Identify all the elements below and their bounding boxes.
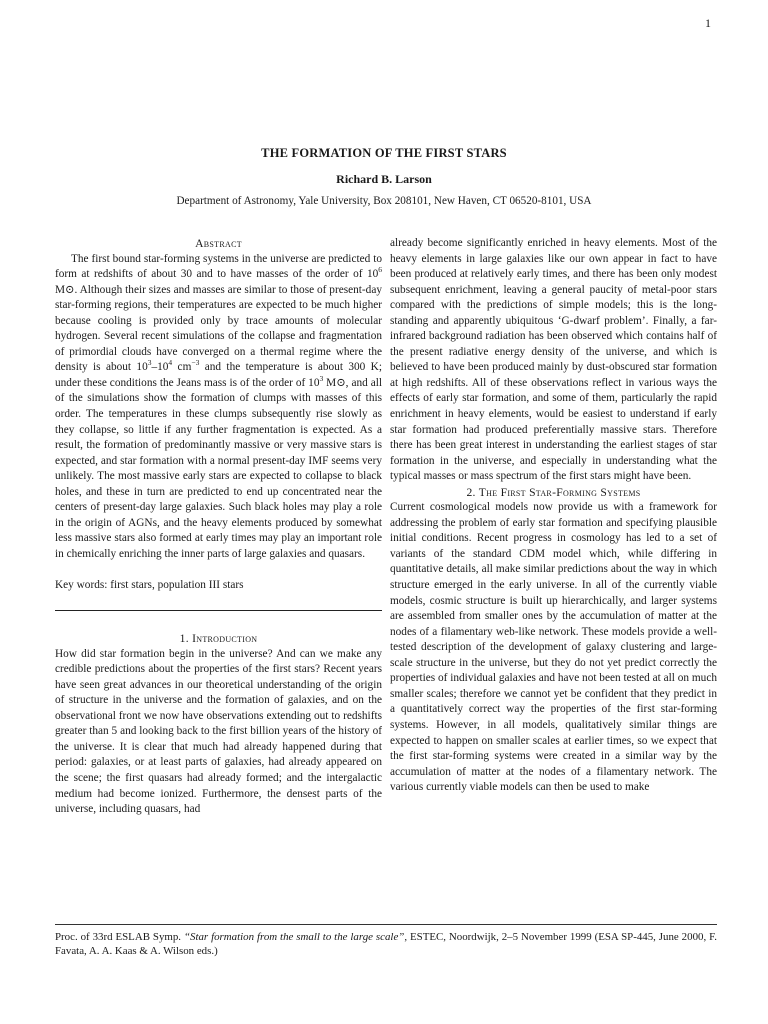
section-2-paragraph: Current cosmological models now provide us with a framework for addressing the problem of early star formation and specifying plausible initial conditions. Recent progress in cosmology has led to a set of variants of the standard CDM model which, while differing in quantitative details, all make similar predictions about the way in which structure emerged in the early universe. In all of the currently viable models, cosmic structure is built up hierarchically, and larger systems are assembled from smaller ones by the accumulation of matter at the nodes of a filamentary web-like network. These models provide a well-tested description of the development of galaxy clustering and large-scale structure in the universe, but they do not yet predict correctly the properties of individual galaxies and have not been tested at all on much smaller scales; therefore we cannot yet be confident that they predict in a quantitatively correct way the properties of the first star-forming systems. However, in all models, qualitatively similar things are expected to happen on smaller scales at earlier times, so we expect that the first star-forming systems were created in a similar way by the accumulation of matter at the nodes of a filamentary network. The various currently viable models can then be used to make (390, 501, 717, 794)
section-divider (55, 610, 382, 611)
section-2-heading: 2. The First Star-Forming Systems (466, 485, 641, 499)
footnote-rule (55, 924, 717, 925)
section-1-paragraph: How did star formation begin in the universe? And can we make any credible predictions about the properties of the first stars? Recent years have seen great advances in our theoretical understanding of the origin of structure in the universe and the formation of galaxies, and on the observational front we now have observations extending out to redshifts greater than 5 and looking back to the first billion years of the history of the universe. It is clear that much had already happened during that period: galaxies, or at least parts of galaxies, had already appeared on the scene; the first quasars had already formed; and the intergalactic medium had become ionized. Furthermore, the densest parts of the universe, including quasars, had (55, 647, 382, 816)
footnote: Proc. of 33rd ESLAB Symp. “Star formation from the small to the large scale”, ESTEC, Noordwijk, 2–5 November 1999 (ESA SP-445, June 2000, F. Favata, A. A. Kaas & A. Wilson eds.) (55, 931, 718, 957)
abstract-heading: Abstract (195, 237, 242, 250)
keywords: Key words: first stars, population III stars (55, 579, 244, 592)
author-affiliation: Department of Astronomy, Yale University, Box 208101, New Haven, CT 06520-8101, USA (176, 195, 592, 207)
section-1-paragraph-continued: already become significantly enriched in heavy elements. Most of the heavy elements in large galaxies like our own appear in fact to have been produced at relatively early times, and there has been only modest subsequent enrichment, leaving a general paucity of metal-poor stars compared with the predictions of simple models; this is the long-standing and apparently ubiquitous ‘G-dwarf problem’. Finally, a far-infrared background radiation has been observed which contains half of the present radiative energy density of the universe, and which is believed to have been produced mainly by dust-obscured star formation at high redshifts. All of these observations reflect in various ways the effects of early star formation, and some of them, particularly the rapid enrichment in heavy elements, would be easiest to understand if early star formation had produced preferentially massive stars. Therefore there has been great interest in understanding the earliest stages of star formation in the universe, and especially in understanding what the typical masses or mass spectrum of the first stars might have been. (390, 237, 717, 483)
section-1-heading: 1. Introduction (179, 632, 258, 646)
paper-title: THE FORMATION OF THE FIRST STARS (261, 146, 507, 160)
abstract-paragraph: The first bound star-forming systems in the universe are predicted to form at redshifts of about 30 and to have masses of the order of $10^6$ M⊙. Although their sizes and masses are similar to those of present-day star-forming regions, their temperatures are expected to be much higher because cooling is provided only by trace amounts of molecular hydrogen. Several recent simulations of the collapse and fragmentation of primordial clouds have converged on a thermal regime where the density is about $10^3-10^4$ $cm^{-3}$ and the temperature is about 300 K; under these conditions the Jeans mass is of the order of $10^3$ M⊙, and all of the simulations show the formation of clumps with masses of this order. The temperatures in these clumps subsequently rise slowly as they collapse, so little if any further fragmentation is expected. As a result, the formation of predominantly massive or very massive stars is expected, and star formation with a normal present-day IMF seems very unlikely. The most massive early stars are expected to collapse to black holes, and these in turn are predicted to end up concentrated near the centers of present-day large galaxies. Such black holes may play a role in the origin of AGNs, and the heavy elements produced by somewhat less massive stars also formed at early times may play an important role in chemically enriching the inner parts of large galaxies and quasars. (55, 252, 382, 560)
page-number: 1 (705, 16, 711, 30)
author-name: Richard B. Larson (336, 172, 432, 186)
right-column (390, 236, 717, 796)
left-column (55, 236, 382, 818)
